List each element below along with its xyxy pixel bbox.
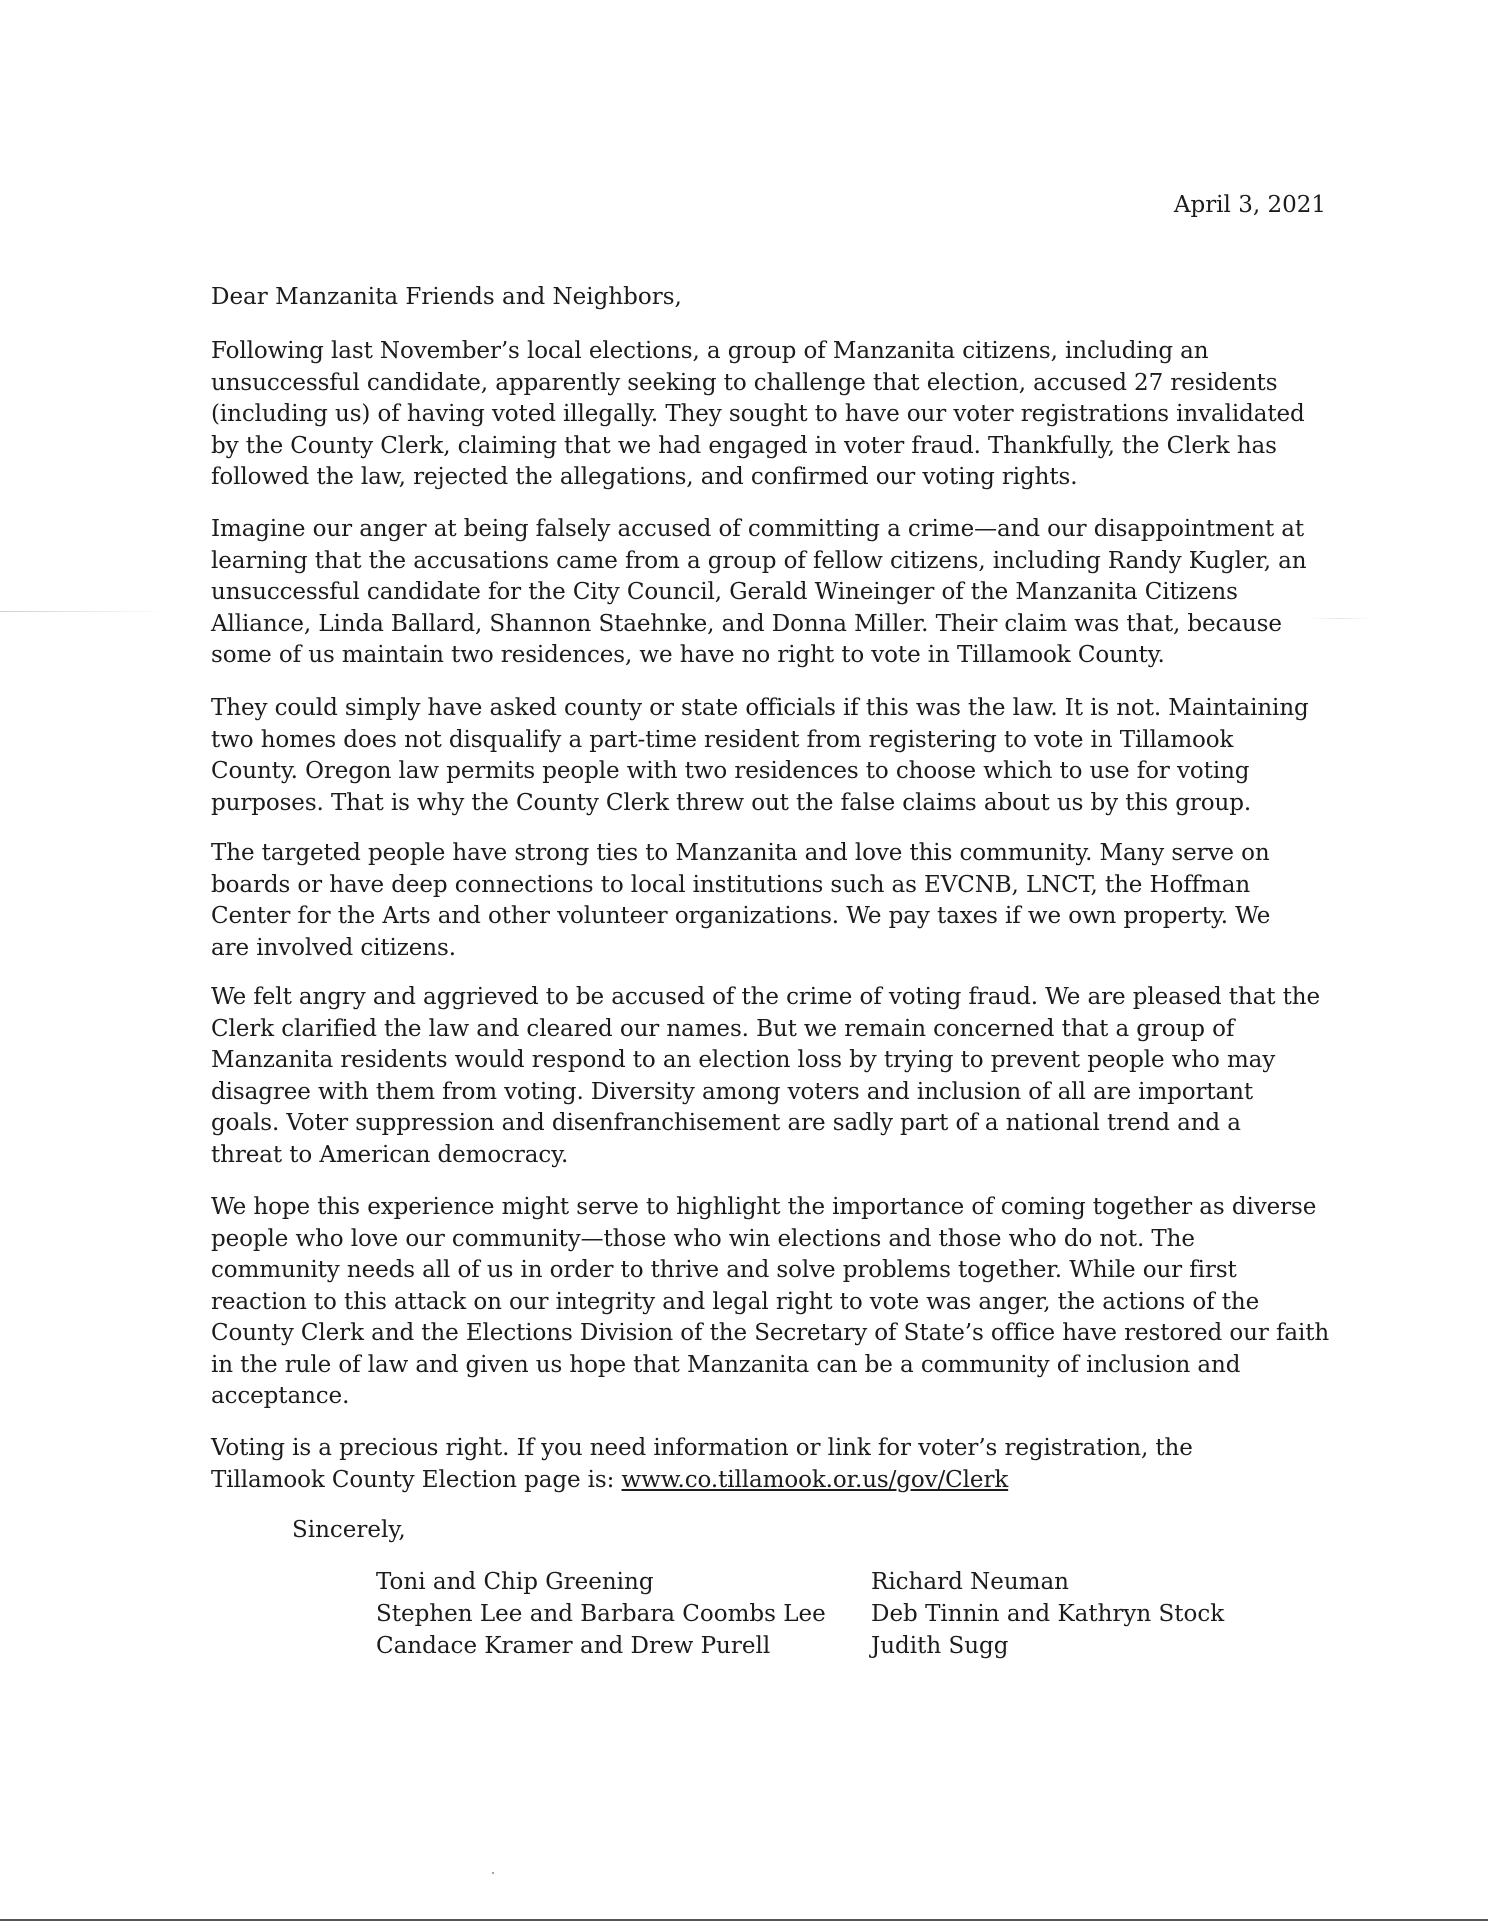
scan-artifact: [492, 1872, 494, 1874]
clerk-website-link[interactable]: www.co.tillamook.or.us/gov/Clerk: [621, 1466, 1009, 1493]
paragraph-4: [211, 838, 1331, 964]
signatory: Toni and Chip Greening: [376, 1569, 654, 1595]
paragraph-line: goals. Voter suppression and disenfranchisement are sadly part of a national trend and a: [211, 1110, 1241, 1136]
paragraph-line: disagree with them from voting. Diversity among voters and inclusion of all are important: [211, 1078, 1254, 1105]
paragraph-5: [211, 982, 1331, 1171]
paragraph-line: (including us) of having voted illegally. They sought to have our voter registrations invalidated: [211, 401, 1305, 427]
signatures-right: [871, 1566, 1224, 1662]
paragraph-line: people who love our community—those who win elections and those who do not. The: [211, 1225, 1195, 1252]
paragraph-line: learning that the accusations came from a group of fellow citizens, including Randy Kugler, an: [211, 547, 1307, 574]
paragraph-line: Following last November’s local elections, a group of Manzanita citizens, including an: [211, 338, 1209, 364]
paragraph-line: some of us maintain two residences, we have no right to vote in Tillamook County.: [211, 642, 1165, 668]
paragraph-line: Clerk clarified the law and cleared our names. But we remain concerned that a group of: [211, 1015, 1235, 1042]
paragraph-6: [211, 1192, 1331, 1413]
paragraph-line: followed the law, rejected the allegations, and confirmed our voting rights.: [211, 464, 1078, 490]
paragraph-line: acceptance.: [211, 1383, 350, 1409]
paragraph-line: Manzanita residents would respond to an election loss by trying to prevent people who may: [211, 1047, 1276, 1073]
paragraph-line: two homes does not disqualify a part-time resident from registering to vote in Tillamook: [211, 726, 1234, 753]
paragraph-line: by the County Clerk, claiming that we had engaged in voter fraud. Thankfully, the Clerk has: [211, 432, 1277, 459]
paragraph-1: [211, 336, 1331, 494]
paragraph-line: We felt angry and aggrieved to be accused of the crime of voting fraud. We are pleased that the: [211, 984, 1320, 1010]
paragraph-2: [211, 514, 1331, 672]
paragraph-line: Alliance, Linda Ballard, Shannon Staehnke, and Donna Miller. Their claim was that, because: [211, 610, 1282, 637]
paragraph-line: County. Oregon law permits people with two residences to choose which to use for voting: [211, 758, 1250, 784]
signatory: Deb Tinnin and Kathryn Stock: [871, 1601, 1225, 1627]
salutation: Dear Manzanita Friends and Neighbors,: [211, 284, 682, 310]
paragraph-line: They could simply have asked county or state officials if this was the law. It is not. Maintaining: [211, 695, 1309, 721]
paragraph-7: [211, 1433, 1331, 1496]
paragraph-line: unsuccessful candidate for the City Council, Gerald Wineinger of the Manzanita Citizens: [211, 579, 1238, 605]
letter-date: April 3, 2021: [1173, 192, 1326, 218]
signatory: Richard Neuman: [871, 1569, 1069, 1595]
scan-edge: [0, 1919, 1488, 1921]
closing: Sincerely,: [292, 1517, 406, 1543]
paragraph-line: are involved citizens.: [211, 934, 456, 961]
paragraph-line: Imagine our anger at being falsely accused of committing a crime—and our disappointment at: [211, 516, 1305, 542]
signatory: Candace Kramer and Drew Purell: [376, 1633, 771, 1659]
paragraph-line: in the rule of law and given us hope that Manzanita can be a community of inclusion and: [211, 1351, 1241, 1378]
signatory: Stephen Lee and Barbara Coombs Lee: [376, 1601, 826, 1627]
paragraph-line: community needs all of us in order to thrive and solve problems together. While our first: [211, 1257, 1237, 1283]
signatory: Judith Sugg: [871, 1633, 1009, 1659]
paragraph-line: purposes. That is why the County Clerk threw out the false claims about us by this group.: [211, 789, 1252, 816]
paragraph-3: [211, 693, 1331, 819]
paragraph-line: reaction to this attack on our integrity and legal right to vote was anger, the actions of the: [211, 1288, 1260, 1315]
paragraph-line: [211, 1465, 1331, 1497]
paragraph-line: Center for the Arts and other volunteer organizations. We pay taxes if we own property. We: [211, 903, 1271, 929]
paragraph-line: boards or have deep connections to local institutions such as EVCNB, LNCT, the Hoffman: [211, 871, 1251, 898]
scan-artifact: [0, 611, 170, 612]
paragraph-line: We hope this experience might serve to highlight the importance of coming together as diverse: [211, 1194, 1317, 1220]
paragraph-line: unsuccessful candidate, apparently seeking to challenge that election, accused 27 residents: [211, 369, 1278, 396]
paragraph-line: The targeted people have strong ties to Manzanita and love this community. Many serve on: [211, 840, 1270, 866]
paragraph-line: threat to American democracy.: [211, 1141, 569, 1168]
paragraph-line: County Clerk and the Elections Division of the Secretary of State’s office have restored our faith: [211, 1320, 1330, 1346]
election-page-label: Tillamook County Election page is:: [211, 1466, 622, 1493]
signatures-left: [376, 1566, 826, 1662]
paragraph-line: Voting is a precious right. If you need information or link for voter’s registration, the: [211, 1435, 1193, 1461]
